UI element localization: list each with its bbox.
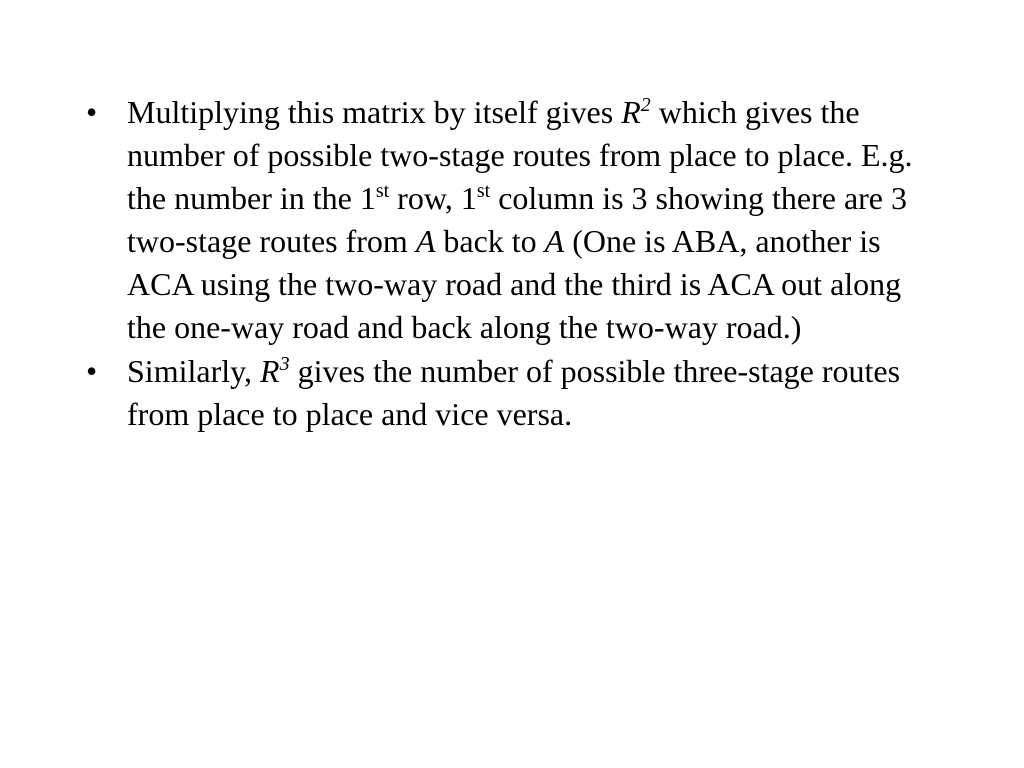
bullet-item (86, 91, 946, 349)
bullet-text: Similarly, $R^3$ gives the number of possible three-stage routes from place to place and vice versa. (127, 353, 901, 432)
bullet-text: Multiplying this matrix by itself gives $R^2$ which gives the number of possible two-stage routes from place to place. E.g. the number in the 1st row, 1st column is 3 showing there are 3 two-stage routes from A back to A (One is ABA, another is ACA using the two-way road and the third is ACA out along the one-way road and back along the two-way road.) (127, 94, 913, 345)
bullet-list (86, 91, 946, 437)
bullet-marker: • (86, 353, 98, 389)
bullet-marker: • (86, 94, 98, 130)
bullet-item (86, 350, 946, 436)
